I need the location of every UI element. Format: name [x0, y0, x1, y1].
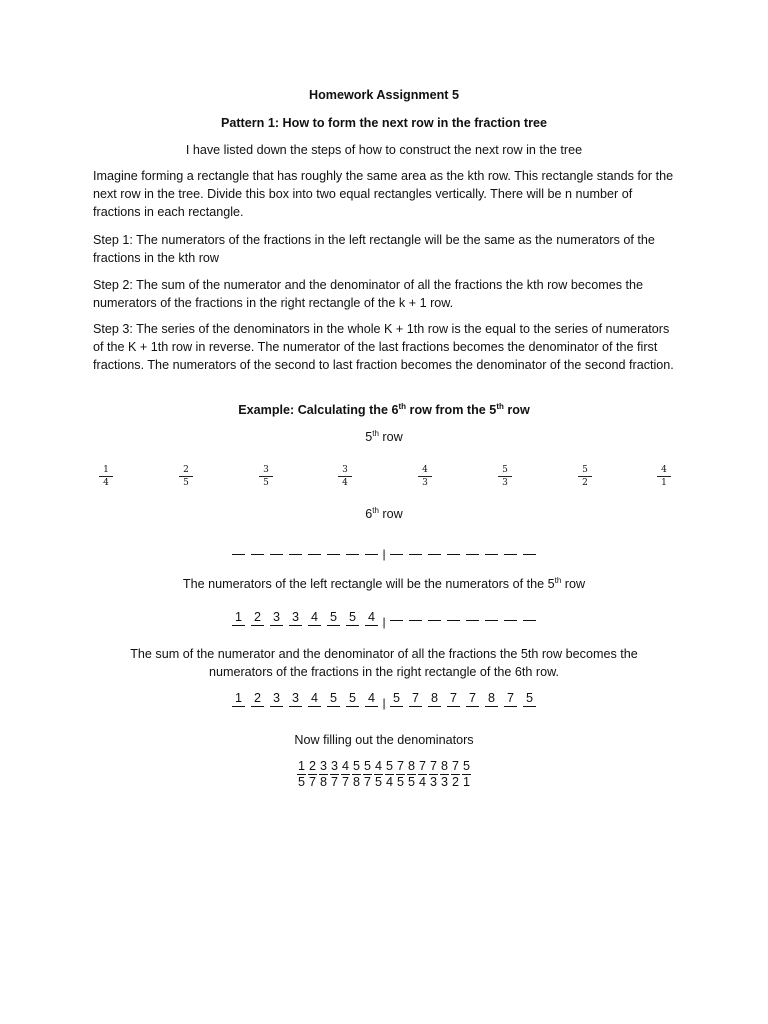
- numerator-slot: 5: [346, 690, 359, 707]
- rectangle-divider: |: [382, 615, 386, 629]
- numerator-slot: 8: [428, 690, 441, 707]
- fraction: $\frac{7}{4}$: [418, 759, 426, 789]
- fraction: $\frac{3}{8}$: [319, 759, 327, 789]
- blank-slot: [466, 538, 479, 555]
- fraction: $\frac{2}{7}$: [308, 759, 316, 789]
- fraction: 4 1: [657, 465, 671, 488]
- numerator-slot: 1: [232, 690, 245, 707]
- blank-slot: [466, 604, 479, 621]
- blank-slot: [270, 538, 283, 555]
- blank-slot: [390, 604, 403, 621]
- blank-slot: [390, 538, 403, 555]
- blank-slot: [308, 538, 321, 555]
- sum-sentence-line-1: The sum of the numerator and the denominator of all the fractions the 5th row becomes the: [130, 647, 638, 661]
- numerator-slot: 2: [251, 690, 264, 707]
- sum-sentence-line-2: numerators of the fractions in the right rectangle of the 6th row.: [208, 665, 560, 679]
- step-3: Step 3: The series of the denominators in the whole K + 1th row is the equal to the series of numerators of the K + 1th row in reverse. The numerator of the last fractions becomes the denominator of the first fractions. The numerators of the second to last fraction becomes the denominator of the second fraction.: [93, 322, 674, 372]
- blank-slot: [365, 538, 378, 555]
- blank-slot: [504, 604, 517, 621]
- numerator-slot: 3: [270, 690, 283, 707]
- numerator-slot: 1: [232, 609, 245, 626]
- numerator-slot: 4: [308, 609, 321, 626]
- numerator-slot: 5: [523, 690, 536, 707]
- numerator-slot: 3: [289, 609, 302, 626]
- numerator-slot: 5: [346, 609, 359, 626]
- blank-slot: [409, 604, 422, 621]
- fraction: 5 3: [498, 465, 512, 488]
- fraction: 4 3: [418, 465, 432, 488]
- blank-slot: [428, 538, 441, 555]
- row6-left-numerators: [0, 604, 768, 629]
- fraction: $\frac{5}{8}$: [352, 759, 360, 789]
- blank-slot: [447, 604, 460, 621]
- numerator-slot: 4: [365, 690, 378, 707]
- blank-slot: [409, 538, 422, 555]
- blank-slot: [428, 604, 441, 621]
- row5-label: 5th row: [365, 428, 403, 444]
- denominators-sentence: Now filling out the denominators: [294, 733, 474, 747]
- numerator-slot: 4: [308, 690, 321, 707]
- blank-slot: [251, 538, 264, 555]
- numerator-slot: 7: [504, 690, 517, 707]
- fraction: $\frac{3}{7}$: [330, 759, 338, 789]
- pattern-heading: Pattern 1: How to form the next row in the fraction tree: [220, 116, 548, 130]
- blank-slot: [485, 538, 498, 555]
- fraction: $\frac{7}{3}$: [429, 759, 437, 789]
- numerator-slot: 2: [251, 609, 264, 626]
- fraction: $\frac{5}{7}$: [363, 759, 371, 789]
- fraction: $\frac{7}{5}$: [396, 759, 404, 789]
- document-title: Homework Assignment 5: [309, 88, 459, 102]
- intro-line: I have listed down the steps of how to construct the next row in the tree: [185, 143, 583, 157]
- blank-slot: [523, 538, 536, 555]
- fraction: $\frac{8}{3}$: [440, 759, 448, 789]
- numerator-slot: 7: [447, 690, 460, 707]
- blank-slot: [232, 538, 245, 555]
- rectangle-divider: |: [382, 696, 386, 710]
- fraction: 2 5: [179, 465, 193, 488]
- row6-complete-fractions: [0, 759, 768, 790]
- blank-slot: [447, 538, 460, 555]
- numerator-slot: 5: [327, 690, 340, 707]
- row6-all-numerators: [0, 690, 768, 710]
- numerator-slot: 3: [270, 609, 283, 626]
- numerator-slot: 5: [390, 690, 403, 707]
- fraction: $\frac{1}{5}$: [297, 759, 305, 789]
- step-2: Step 2: The sum of the numerator and the denominator of all the fractions the kth row becomes the numerators of the fractions in the right rectangle of the k + 1 row.: [93, 278, 644, 310]
- row5-fractions: [0, 465, 768, 491]
- fraction: $\frac{5}{4}$: [385, 759, 393, 789]
- blank-slot: [485, 604, 498, 621]
- example-heading: Example: Calculating the 6th row from the 5th row: [238, 401, 530, 417]
- fraction: 1 4: [99, 465, 113, 488]
- numerator-slot: 7: [409, 690, 422, 707]
- blank-slot: [523, 604, 536, 621]
- fraction: 5 2: [578, 465, 592, 488]
- fraction: 3 4: [338, 465, 352, 488]
- left-numerators-sentence: The numerators of the left rectangle will be the numerators of the 5th row: [182, 575, 586, 591]
- step-1: Step 1: The numerators of the fractions in the left rectangle will be the same as the numerators of the fractions in the kth row: [93, 233, 655, 265]
- numerator-slot: 3: [289, 690, 302, 707]
- fraction: $\frac{5}{1}$: [462, 759, 470, 789]
- fraction: $\frac{4}{7}$: [341, 759, 349, 789]
- fraction: $\frac{4}{5}$: [374, 759, 382, 789]
- blank-slot: [327, 538, 340, 555]
- row6-label: 6th row: [365, 505, 403, 521]
- rectangle-paragraph: Imagine forming a rectangle that has roughly the same area as the kth row. This rectangle stands for the next row in the tree. Divide this box into two equal rectangles vertically. There will be n number of fractions in each rectangle.: [93, 169, 674, 219]
- fraction: $\frac{8}{5}$: [407, 759, 415, 789]
- numerator-slot: 7: [466, 690, 479, 707]
- row6-blank-slots: [0, 538, 768, 561]
- numerator-slot: 5: [327, 609, 340, 626]
- blank-slot: [504, 538, 517, 555]
- numerator-slot: 8: [485, 690, 498, 707]
- fraction: 3 5: [259, 465, 273, 488]
- rectangle-divider: |: [382, 547, 386, 561]
- numerator-slot: 4: [365, 609, 378, 626]
- blank-slot: [346, 538, 359, 555]
- blank-slot: [289, 538, 302, 555]
- fraction: $\frac{7}{2}$: [451, 759, 459, 789]
